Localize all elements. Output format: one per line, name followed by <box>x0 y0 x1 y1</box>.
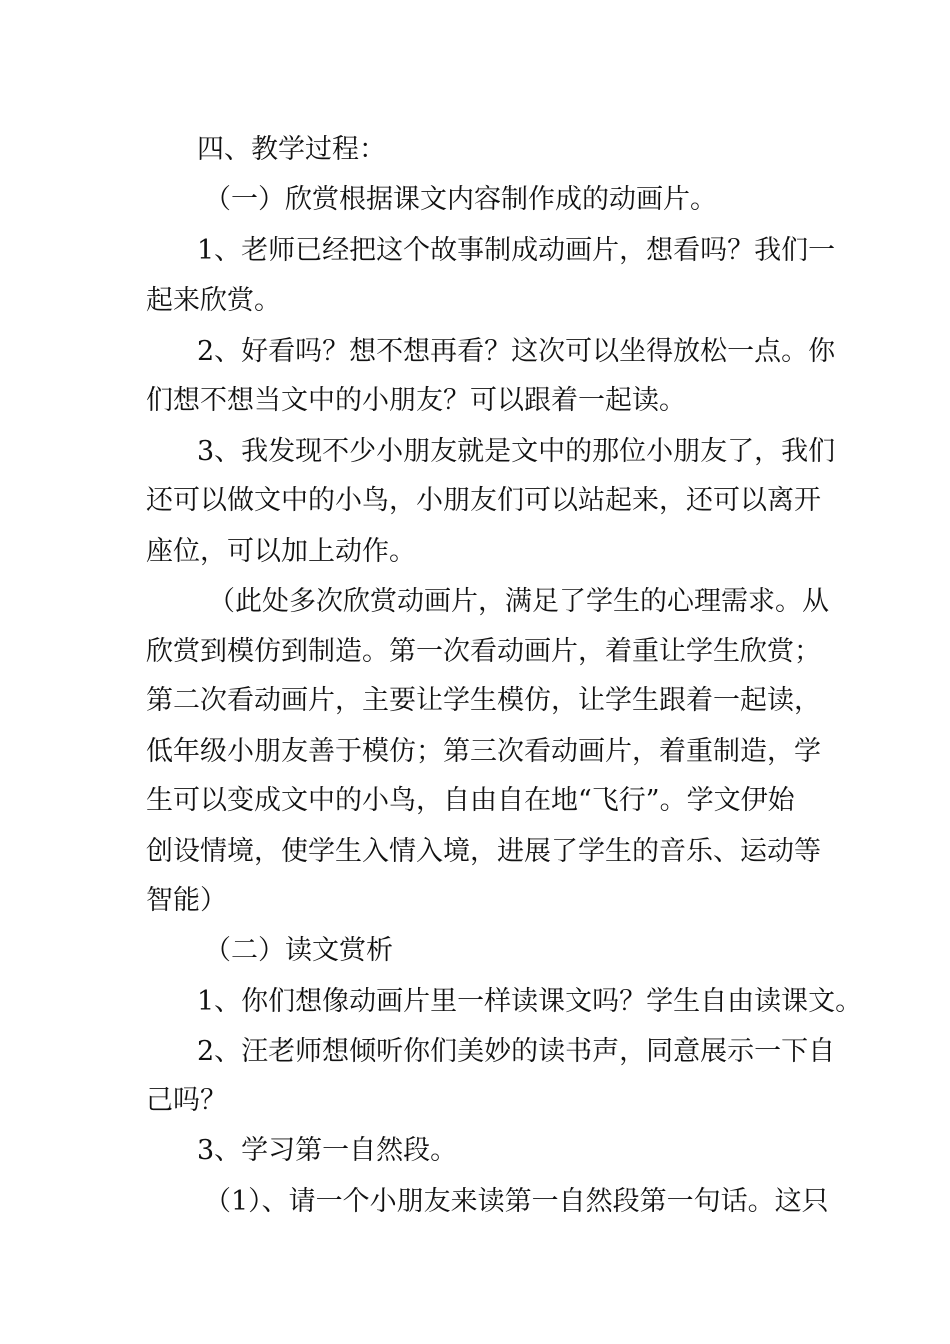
paragraph-line: 创设情境，使学生入情入境，进展了学生的音乐、运动等 <box>146 836 821 867</box>
paragraph-line: 1、你们想像动画片里一样读课文吗？学生自由读课文。 <box>197 986 863 1017</box>
paragraph-line: 1、老师已经把这个故事制成动画片，想看吗？我们一 <box>197 235 836 266</box>
subsection-heading: （二）读文赏析 <box>204 935 393 966</box>
paragraph-line: 座位，可以加上动作。 <box>146 536 416 567</box>
paragraph-line: 起来欣赏。 <box>146 285 281 316</box>
paragraph-line: 低年级小朋友善于模仿；第三次看动画片，着重制造，学 <box>146 736 821 767</box>
subsection-heading: （一）欣赏根据课文内容制作成的动画片。 <box>204 184 717 215</box>
paragraph-line: 们想不想当文中的小朋友？可以跟着一起读。 <box>146 385 686 416</box>
paragraph-line: （1）、请一个小朋友来读第一自然段第一句话。这只 <box>204 1186 829 1217</box>
paragraph-line: 智能） <box>146 885 227 916</box>
paragraph-line: 2、好看吗？想不想再看？这次可以坐得放松一点。你 <box>197 336 836 367</box>
paragraph-line: 3、学习第一自然段。 <box>197 1135 458 1166</box>
paragraph-line: 生可以变成文中的小鸟，自由自在地“飞行”。学文伊始 <box>146 785 795 816</box>
paragraph-line: 3、我发现不少小朋友就是文中的那位小朋友了，我们 <box>197 436 836 467</box>
paragraph-line: 2、汪老师想倾听你们美妙的读书声，同意展示一下自 <box>197 1036 836 1067</box>
paragraph-line: 己吗？ <box>146 1085 227 1116</box>
paragraph-line: （此处多次欣赏动画片，满足了学生的心理需求。从 <box>208 586 829 617</box>
paragraph-line: 还可以做文中的小鸟，小朋友们可以站起来，还可以离开 <box>146 485 821 516</box>
paragraph-line: 欣赏到模仿到制造。第一次看动画片，着重让学生欣赏； <box>146 636 821 667</box>
paragraph-line: 第二次看动画片，主要让学生模仿，让学生跟着一起读， <box>146 685 821 716</box>
section-heading: 四、教学过程： <box>197 134 386 165</box>
